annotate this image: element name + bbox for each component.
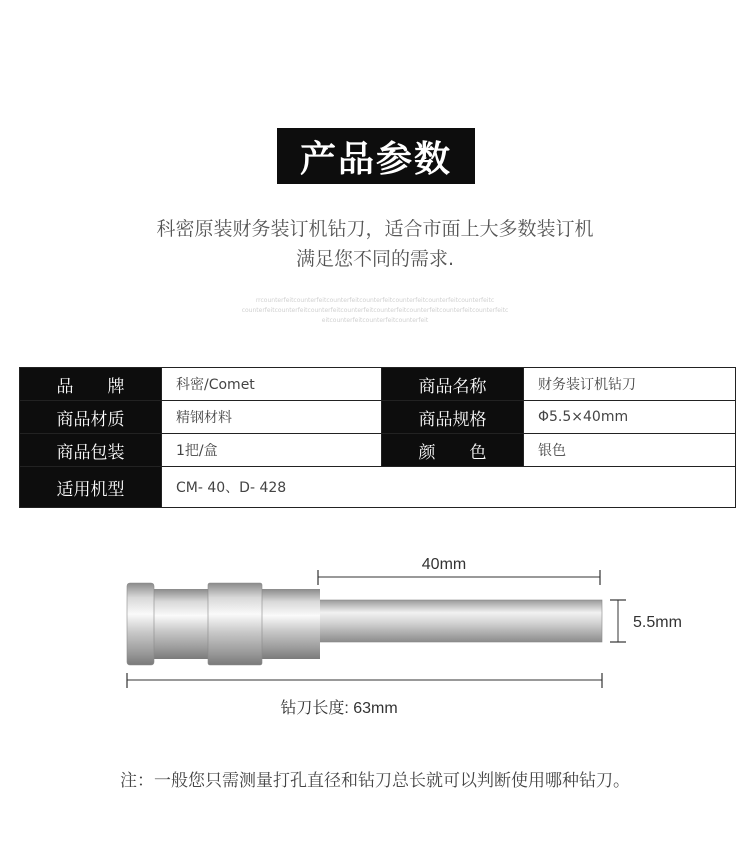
drill-bit-diagram <box>0 540 750 740</box>
color-value: 银色 <box>524 434 736 467</box>
product-description <box>0 214 750 274</box>
package-label: 商品包装 <box>20 434 162 467</box>
table-row <box>20 368 736 401</box>
section-title: 产品参数 <box>277 128 475 184</box>
models-value: CM- 40、D- 428 <box>162 467 736 508</box>
spec-table <box>19 367 736 508</box>
spec-value: Φ5.5×40mm <box>524 401 736 434</box>
shaft-length-label: 40mm <box>421 556 467 573</box>
usage-note: 注：一般您只需测量打孔直径和钻刀总长就可以判断使用哪种钻刀。 <box>120 771 630 791</box>
spec-label: 商品规格 <box>382 401 524 434</box>
models-label: 适用机型 <box>20 467 162 508</box>
table-row <box>20 467 736 508</box>
watermark-text <box>150 296 600 326</box>
drill-shaft <box>318 600 602 642</box>
watermark-line-2: counterfeitcounterfeitcounterfeitcounterfeitcounterfeitcounterfeitcounterfeitcounterfeitc <box>241 307 509 314</box>
table-row <box>20 434 736 467</box>
package-value: 1把/盒 <box>162 434 382 467</box>
description-line-2: 满足您不同的需求. <box>295 248 455 270</box>
watermark-line-3: eitcounterfeitcounterfeitcounterfeit <box>321 317 429 324</box>
drill-collar <box>208 583 262 665</box>
drill-head <box>127 583 154 665</box>
product-name-value: 财务装订机钻刀 <box>524 368 736 401</box>
brand-value: 科密/Comet <box>162 368 382 401</box>
total-length-label: 钻刀长度: 63mm <box>280 700 398 717</box>
material-value: 精钢材料 <box>162 401 382 434</box>
table-row <box>20 401 736 434</box>
material-label: 商品材质 <box>20 401 162 434</box>
watermark-line-1: rrcounterfeitcounterfeitcounterfeitcounterfeitcounterfeitcounterfeitcounterfeitc <box>255 297 495 304</box>
brand-label: 品 牌 <box>20 368 162 401</box>
description-line-1: 科密原装财务装订机钻刀，适合市面上大多数装订机 <box>156 218 594 240</box>
shaft-diameter-label: 5.5mm <box>633 614 682 631</box>
color-label: 颜 色 <box>382 434 524 467</box>
product-name-label: 商品名称 <box>382 368 524 401</box>
